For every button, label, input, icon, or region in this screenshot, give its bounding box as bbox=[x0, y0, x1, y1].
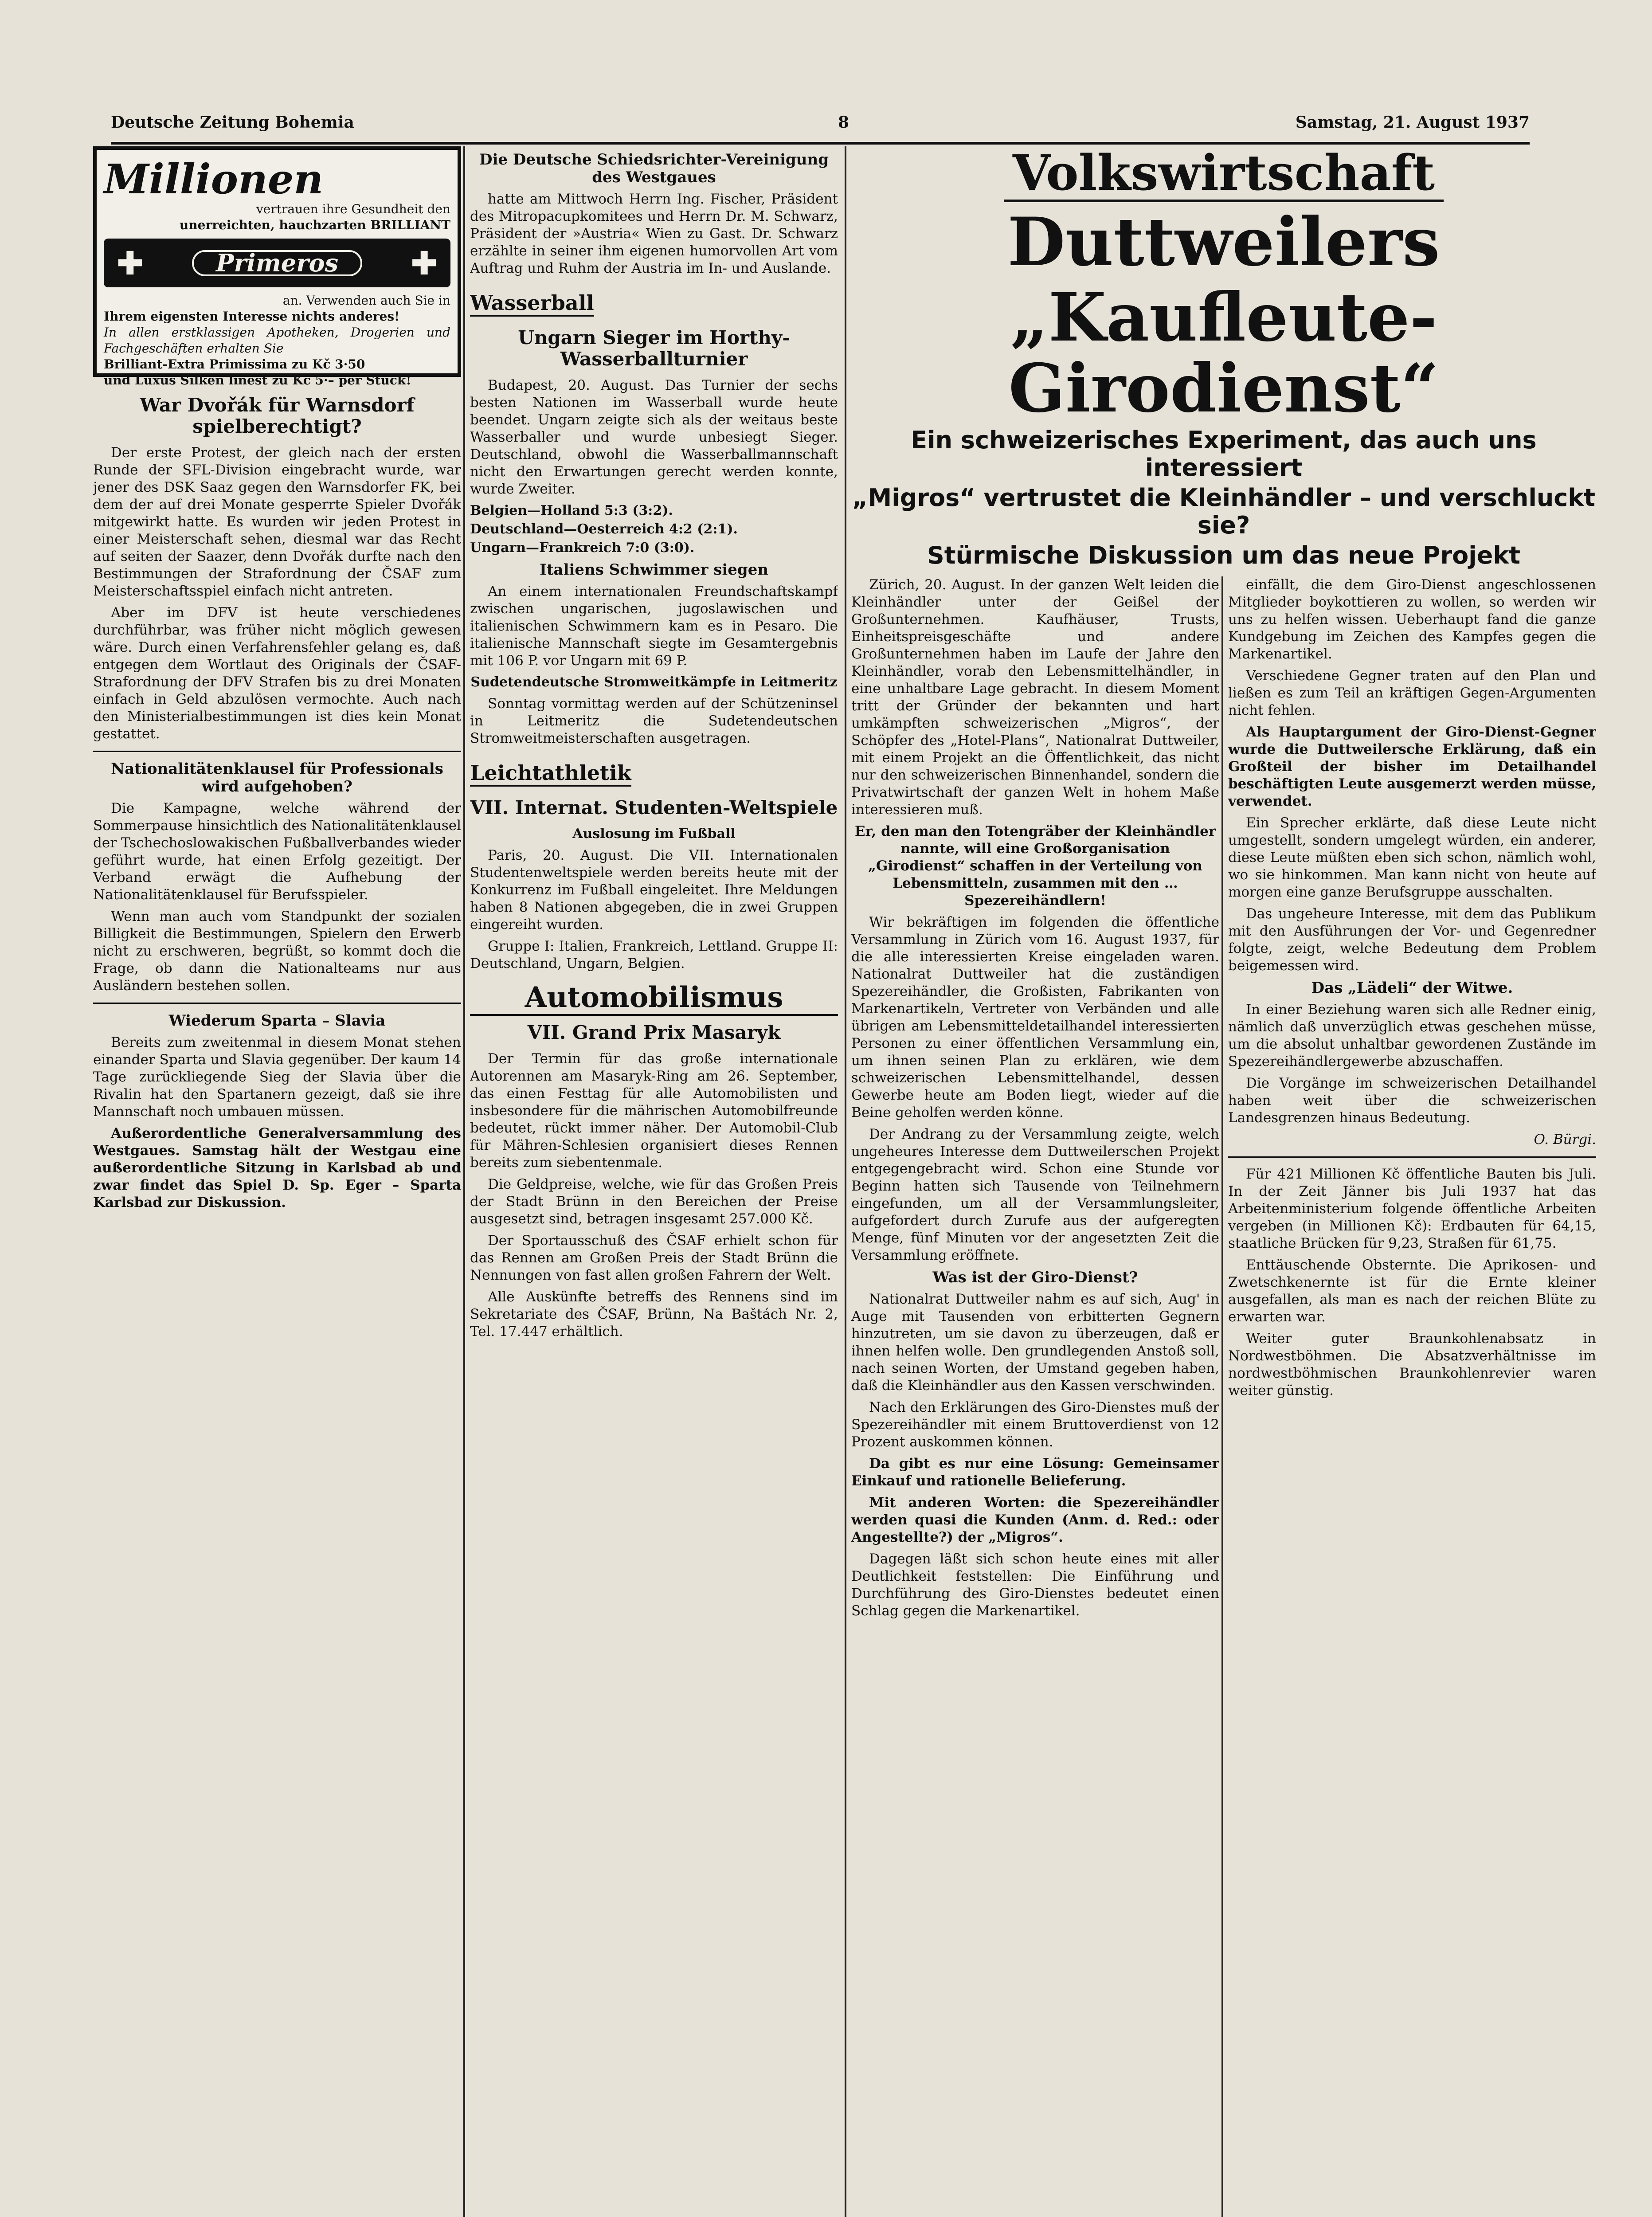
ad-product-name: Primeros bbox=[192, 250, 362, 276]
article-paragraph: Der Andrang zu der Versammlung zeigte, welch ungeheures Interesse dem Duttweilerschen Projekt entgegengebracht wird. Schon eine Stunde vor Beginn hatten sich Tausende von Teilnehmern eingefunden, um all der Versammlungsleiter, aufgefordert durch Zurufe aus der aufgeregten Menge, fünf Minuten vor der angesetzten Zeit die Versammlung eröffnete. bbox=[851, 1126, 1219, 1263]
article-paragraph: Wir bekräftigen im folgenden die öffentliche Versammlung in Zürich vom 16. August 1937, für die alle interessierten Kreise eingeladen waren. Nationalrat Duttweiler hat die zuständigen Spezereihändler, die Großisten, Fabrikanten von Markenartikeln, Vertreter von Verbänden und alle übrigen am Lebensmitteldetailhandel interessierten Personen zu einer öffentlichen Versammlung ein, um ihnen seinen Plan zu erklären, wie dem schweizerischen Lebensmittelhandel, dessen Gewerbe heute am Boden liegt, wieder auf die Beine geholfen werden könne. bbox=[851, 914, 1219, 1120]
ad-brand: Millionen bbox=[104, 155, 324, 203]
column-4 bbox=[1228, 576, 1596, 2217]
section-heading: Wasserball bbox=[470, 290, 594, 317]
advertisement bbox=[93, 146, 461, 388]
headline: „Kaufleute-Girodienst“ bbox=[1008, 278, 1439, 427]
article-paragraph: An einem internationalen Freundschaftskampf zwischen ungarischen, jugoslawischen und italienischen Schwimmern kam es in Pesaro. Die italienische Mannschaft siegte im Gesamtergebnis mit 106 P. vor Ungarn mit 69 P. bbox=[470, 584, 838, 669]
author-signature: O. Bürgi. bbox=[1534, 1132, 1596, 1148]
ad-text: In allen erstklassigen Apotheken, Drogerien und Fachgeschäften erhalten Sie bbox=[104, 325, 450, 356]
article-paragraph: Gruppe I: Italien, Frankreich, Lettland. Gruppe II: Deutschland, Ungarn, Belgien. bbox=[470, 938, 838, 971]
article-paragraph: Paris, 20. August. Die VII. Internationalen Studentenweltspiele werden bereits heute mit der Konkurrenz im Fußball eingeleitet. Ihre Meldungen haben 8 Nationen abgegeben, die in zwei Gruppen eingereiht wurden. bbox=[470, 847, 838, 932]
article-paragraph: Enttäuschende Obsternte. Die Aprikosen- und Zwetschkenernte ist für die Ernte kleiner ausgefallen, als man es nach der reichen Blüte zu erwarten war. bbox=[1228, 1257, 1596, 1325]
column-divider bbox=[1221, 576, 1223, 2217]
article-paragraph: Weiter guter Braunkohlenabsatz in Nordwestböhmen. Die Absatzverhältnisse im nordwestböhmischen Braunkohlenrevier waren weiter günstig. bbox=[1228, 1331, 1596, 1398]
section-heading: Volkswirtschaft bbox=[1004, 146, 1444, 202]
headline: Sudetendeutsche Stromweitkämpfe in Leitmeritz bbox=[470, 674, 838, 690]
headline: Was ist der Giro-Dienst? bbox=[932, 1269, 1138, 1286]
section-heading: Automobilismus bbox=[470, 981, 838, 1016]
column-2 bbox=[470, 146, 838, 2217]
headline: Die Deutsche Schiedsrichter-Vereinigung des Westgaues bbox=[479, 151, 829, 186]
divider bbox=[93, 751, 461, 752]
ad-text: Brilliant-Extra Primissima zu Kč 3·50 bbox=[104, 357, 365, 372]
header-page-number: 8 bbox=[838, 113, 849, 132]
ad-text: Ihrem eigensten Interesse nichts anderes! bbox=[104, 309, 400, 324]
headline: VII. Grand Prix Masaryk bbox=[527, 1022, 781, 1043]
header-paper-name: Deutsche Zeitung Bohemia bbox=[111, 113, 354, 132]
subheadline: Stürmische Diskussion um das neue Projekt bbox=[927, 541, 1521, 569]
article-paragraph: Verschiedene Gegner traten auf den Plan und ließen es zum Teil an kräftigen Gegen-Argumenten nicht fehlen. bbox=[1228, 668, 1596, 718]
article-paragraph: Als Hauptargument der Giro-Dienst-Gegner wurde die Duttweilersche Erklärung, daß ein Großteil der bisher im Detailhandel beschäftigten Leute ausgemerzt werden müsse, verwendet. bbox=[1228, 724, 1596, 809]
economy-header bbox=[851, 146, 1596, 572]
column-divider bbox=[845, 146, 846, 2217]
article-paragraph: Mit anderen Worten: die Spezereihändler werden quasi die Kunden (Anm. d. Red.: oder Angestellte?) der „Migros“. bbox=[851, 1495, 1219, 1545]
headline: War Dvořák für Warnsdorf spielberechtigt? bbox=[140, 394, 415, 437]
article-paragraph: Der Termin für das große internationale Autorennen am Masaryk-Ring am 26. September, das einen Festtag für alle Automobilisten und insbesondere für die mährischen Automobilfreunde bedeutet, rückt immer näher. Der Automobil-Club für Mähren-Schlesien organisiert dieses Rennen bereits zum siebentenmale. bbox=[470, 1051, 838, 1171]
result-line: Deutschland—Oesterreich 4:2 (2:1). bbox=[470, 521, 738, 537]
article-paragraph: Budapest, 20. August. Das Turnier der sechs besten Nationen im Wasserball wurde heute beendet. Ungarn zeigte sich als der weitaus beste Wasserballer und wurde unbesiegt Sieger. Deutschland, obwohl die Wasserballmannschaft nicht den Erwartungen gerecht werden konnte, wurde Zweiter. bbox=[470, 377, 838, 497]
divider bbox=[93, 1003, 461, 1004]
headline: VII. Internat. Studenten-Weltspiele bbox=[470, 797, 838, 819]
ad-text: unerreichten, hauchzarten BRILLIANT bbox=[179, 218, 450, 232]
ad-text: vertrauen ihre Gesundheit den bbox=[256, 202, 450, 216]
headline: Italiens Schwimmer siegen bbox=[539, 561, 769, 579]
article-paragraph: Bereits zum zweitenmal in diesem Monat stehen einander Sparta und Slavia gegenüber. Der kaum 14 Tage zurückliegende Sieg der Slavia über die Rivalin hat den Spartanern gezeigt, daß sie ihre Mannschaft noch umbauen müssen. bbox=[93, 1034, 461, 1120]
headline: Wiederum Sparta – Slavia bbox=[168, 1012, 386, 1030]
column-3 bbox=[851, 576, 1219, 2217]
article-paragraph: Aber im DFV ist heute verschiedenes durchführbar, was früher nicht möglich gewesen wäre. Durch einen Verfahrensfehler gelang es, daß entgegen dem Wortlaut des Originals der ČSAF-Strafordnung der DFV Strafen bis zu drei Monaten einfach in Geld abzulösen vermochte. Auch nach den Ministerialbestimmungen ist dies kein Monat gestattet. bbox=[93, 605, 461, 742]
article-paragraph: Nationalrat Duttweiler nahm es auf sich, Aug' in Auge mit Tausenden von erbitterten Gegnern hinzutreten, um sie davon zu überzeugen, daß er ihnen helfen wolle. Den grundlegenden Anstoß soll, nach seinen Worten, der Umstand gegeben haben, daß die Kleinhändler aus den Kassen verschwinden. bbox=[851, 1291, 1219, 1394]
article-paragraph: In einer Beziehung waren sich alle Redner einig, nämlich daß unverzüglich etwas geschehen müsse, um die absolut unhaltbar gewordenen Zustände im Spezereihändlergewerbe abzuschaffen. bbox=[1228, 1002, 1596, 1069]
column-divider bbox=[463, 146, 465, 2217]
article-paragraph: Das ungeheure Interesse, mit dem das Publikum mit den Ausführungen der Vor- und Gegenredner folgte, zeigt, welche Bedeutung dem Problem beigemessen wird. bbox=[1228, 906, 1596, 974]
header-date: Samstag, 21. August 1937 bbox=[1295, 113, 1530, 132]
article-paragraph: Sonntag vormittag werden auf der Schützeninsel in Leitmeritz die Sudetendeutschen Stromweitmeisterschaften ausgetragen. bbox=[470, 696, 838, 746]
cross-icon: ✚ bbox=[411, 244, 437, 282]
article-paragraph: Da gibt es nur eine Lösung: Gemeinsamer Einkauf und rationelle Belieferung. bbox=[851, 1456, 1219, 1489]
article-paragraph: Der erste Protest, der gleich nach der ersten Runde der SFL-Division eingebracht wurde, war jener des DSK Saaz gegen den Warnsdorfer FK, bei dem der auf drei Monate gesperrte Spieler Dvořák mitgewirkt hatte. Es wurden wir jeden Protest in einer Meisterschaft sehen, diesmal war das Recht auf seiten der Saazer, denn Dvořák durfte nach den Bestimmungen der Strafordnung der ČSAF zum Meisterschaftsspiel einfach nicht antreten. bbox=[93, 445, 461, 599]
column-1 bbox=[93, 146, 461, 2217]
article-paragraph: Die Kampagne, welche während der Sommerpause hinsichtlich des Nationalitätenklausel der Tschechoslowakischen Fußballverbandes wieder geführt wurde, hat einen Erfolg gezeitigt. Der Verband erwägt die Aufhebung der Nationalitätenklausel für Berufsspieler. bbox=[93, 800, 461, 903]
article-paragraph: Ein Sprecher erklärte, daß diese Leute nicht umgestellt, sondern umgelegt würden, ein anderer, diese Leute müßten eben sich schon, nämlich wohl, wo sie hinkommen. Man kann nicht von heute auf morgen eine ganze Berufsgruppe ausschalten. bbox=[1228, 815, 1596, 900]
article-paragraph: Außerordentliche Generalversammlung des Westgaues. Samstag hält der Westgau eine außerordentliche Sitzung in Karlsbad ab und zwar findet das Spiel D. Sp. Eger – Sparta Karlsbad zur Diskussion. bbox=[93, 1125, 461, 1210]
cross-icon: ✚ bbox=[117, 244, 143, 282]
subheadline: Ein schweizerisches Experiment, das auch uns interessiert bbox=[911, 426, 1537, 482]
ad-text: an. Verwenden auch Sie in bbox=[282, 293, 450, 308]
article-paragraph: Für 421 Millionen Kč öffentliche Bauten bis Juli. In der Zeit Jänner bis Juli 1937 hat das Arbeitenministerium folgende öffentliche Arbeiten vergeben (in Millionen Kč): Erdbauten für 64,15, staatliche Brücken für 9,23, Straßen für 61,75. bbox=[1228, 1166, 1596, 1251]
headline: Das „Lädeli“ der Witwe. bbox=[1311, 979, 1513, 997]
divider bbox=[1228, 1156, 1596, 1158]
page-header bbox=[111, 111, 1530, 145]
article-paragraph: Wenn man auch vom Standpunkt der sozialen Billigkeit die Bestimmungen, Spielern den Erwerb nicht zu erschweren, begrüßt, so kommt doch die Frage, ob dann die Nationalteams nur aus Ausländern bestehen sollen. bbox=[93, 909, 461, 994]
subheadline: „Migros“ vertrustet die Kleinhändler – und verschluckt sie? bbox=[852, 484, 1596, 539]
result-line: Ungarn—Frankreich 7:0 (3:0). bbox=[470, 540, 695, 556]
article-paragraph: Die Vorgänge im schweizerischen Detailhandel haben weit über die schweizerischen Landesgrenzen hinaus Bedeutung. bbox=[1228, 1075, 1596, 1126]
section-heading: Leichtathletik bbox=[470, 760, 631, 787]
article-paragraph: Alle Auskünfte betreffs des Rennens sind im Sekretariate des ČSAF, Brünn, Na Baštách Nr. 2, Tel. 17.447 erhältlich. bbox=[470, 1289, 838, 1340]
subheadline: Auslosung im Fußball bbox=[572, 826, 736, 842]
article-paragraph: Dagegen läßt sich schon heute eines mit aller Deutlichkeit feststellen: Die Einführung und Durchführung des Giro-Dienstes bedeutet einen Schlag gegen die Markenartikel. bbox=[851, 1551, 1219, 1619]
result-line: Belgien—Holland 5:3 (3:2). bbox=[470, 503, 673, 518]
article-paragraph: Nach den Erklärungen des Giro-Dienstes muß der Spezereihändler mit einem Bruttoverdienst von 12 Prozent auskommen können. bbox=[851, 1399, 1219, 1450]
article-paragraph: Die Geldpreise, welche, wie für das Großen Preis der Stadt Brünn in den Bereichen der Preise ausgesetzt sind, betragen insgesamt 257.000 Kč. bbox=[470, 1176, 838, 1227]
article-paragraph: Er, den man den Totengräber der Kleinhändler nannte, will eine Großorganisation „Girodienst“ schaffen in der Verteilung von Lebensmitteln, zusammen mit den … Spezereihändlern! bbox=[854, 823, 1216, 909]
article-paragraph: hatte am Mittwoch Herrn Ing. Fischer, Präsident des Mitropacupkomitees und Herrn Dr. M. Schwarz, Präsident der »Austria« Wien zu Gast. Dr. Schwarz erzählte in seiner ihm eigenen humorvollen Art vom Auftrag und Ruhm der Austria im In- und Auslande. bbox=[470, 191, 838, 276]
article-paragraph: Zürich, 20. August. In der ganzen Welt leiden die Kleinhändler unter der Geißel der Großunternehmen. Kaufhäuser, Trusts, Einheitspreisgeschäfte und andere Großunternehmen haben im Laufe der Jahre den Kleinhändler, vorab den Lebensmittelhändler, in eine unhaltbare Lage gebracht. In diesem Moment tritt der Gründer der bekannten und hart umkämpften schweizerischen „Migros“, der Schöpfer des „Hotel-Plans“, Nationalrat Duttweiler, mit einem Projekt an die Öffentlichkeit, das nicht nur den schweizerischen Binnenhandel, sondern die Privatwirtschaft der ganzen Welt in hohem Maße interessieren muß. bbox=[851, 577, 1219, 818]
article-paragraph: Der Sportausschuß des ČSAF erhielt schon für das Rennen am Großen Preis der Stadt Brünn die Nennungen von fast allen großen Fahrern der Welt. bbox=[470, 1233, 838, 1283]
headline: Ungarn Sieger im Horthy-Wasserballturnier bbox=[518, 327, 790, 370]
ad-text: und Luxus Silken linest zu Kč 5·– per Stück! bbox=[104, 373, 411, 388]
ad-product-banner bbox=[104, 239, 450, 287]
article-paragraph: einfällt, die dem Giro-Dienst angeschlossenen Mitglieder boykottieren zu wollen, so werden wir uns zu helfen wissen. Ueberhaupt fand die ganze Kundgebung im Zeichen des Kampfes gegen die Markenartikel. bbox=[1228, 577, 1596, 662]
headline: Duttweilers bbox=[1007, 203, 1440, 281]
headline: Nationalitätenklausel für Professionals wird aufgehoben? bbox=[111, 760, 443, 795]
